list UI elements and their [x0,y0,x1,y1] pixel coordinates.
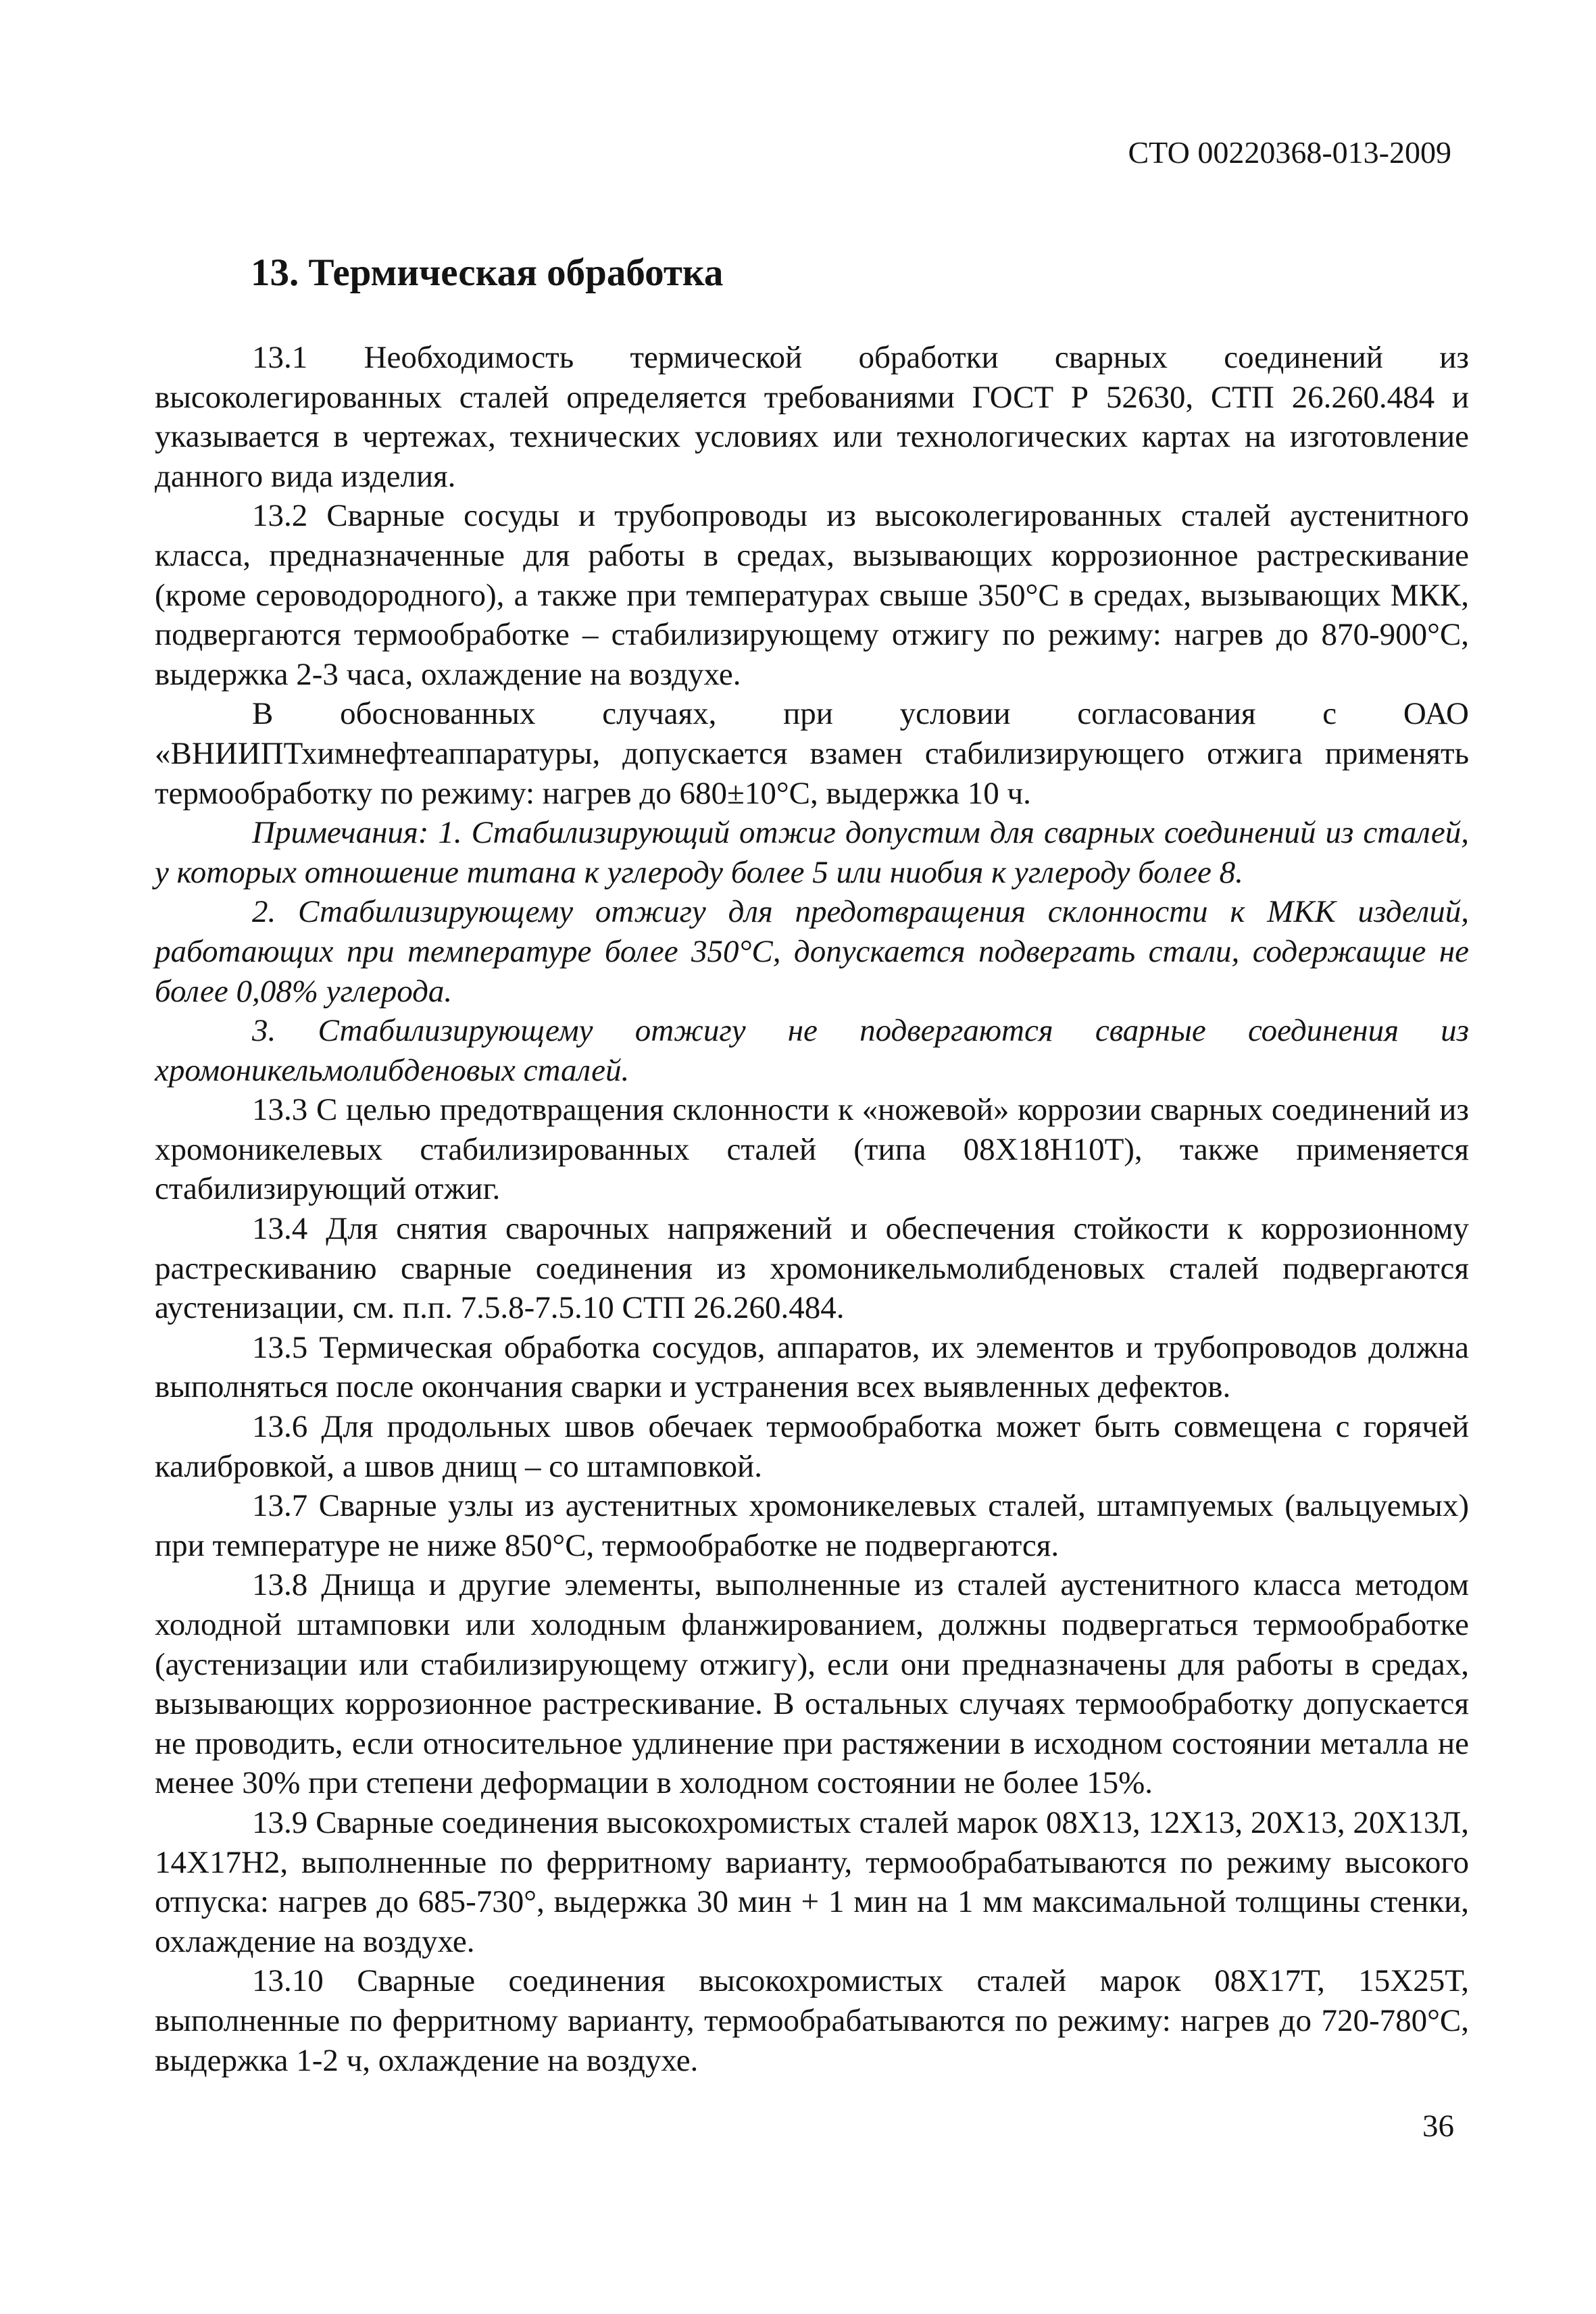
note-3: 3. Стабилизирующему отжигу не подвергаются сварные соединения из хромоникельмолибденовых сталей. [155,1013,1469,1088]
note-1: Примечания: 1. Стабилизирующий отжиг допустим для сварных соединений из сталей, у которых отношение титана к углероду более 5 или ниобия к углероду более 8. [155,815,1469,890]
section-body [155,338,1469,2080]
paragraph-13-9: 13.9 Сварные соединения высокохромистых сталей марок 08Х13, 12Х13, 20Х13, 20Х13Л, 14Х17Н2, выполненные по ферритному варианту, термообрабатываются по режиму высокого отпуска: нагрев до 685-730°, выдержка 30 мин + 1 мин на 1 мм максимальной толщины стенки, охлаждение на воздухе. [155,1804,1469,1959]
document-code: СТО 00220368-013-2009 [1128,135,1451,170]
page-number: 36 [1422,2109,1454,2144]
paragraph-13-10: 13.10 Сварные соединения высокохромистых сталей марок 08Х17Т, 15Х25Т, выполненные по ферритному варианту, термообрабатываются по режиму: нагрев до 720-780°С, выдержка 1-2 ч, охлаждение на воздухе. [155,1963,1469,2078]
paragraph-13-2-alternative: В обоснованных случаях, при условии согласования с ОАО «ВНИИПТхимнефтеаппаратуры, допускается взамен стабилизирующего отжига применять термообработку по режиму: нагрев до 680±10°С, выдержка 10 ч. [155,696,1469,811]
paragraph-13-3: 13.3 С целью предотвращения склонности к «ножевой» коррозии сварных соединений из хромоникелевых стабилизированных сталей (типа 08Х18Н10Т), также применяется стабилизирующий отжиг. [155,1092,1469,1207]
section-title: 13. Термическая обработка [251,251,724,294]
paragraph-13-4: 13.4 Для снятия сварочных напряжений и обеспечения стойкости к коррозионному растрескиванию сварные соединения из хромоникельмолибденовых сталей подвергаются аустенизации, см. п.п. 7.5.8-7.5.10 СТП 26.260.484. [155,1211,1469,1326]
paragraph-13-1: 13.1 Необходимость термической обработки сварных соединений из высоколегированных сталей определяется требованиями ГОСТ Р 52630, СТП 26.260.484 и указывается в чертежах, технических условиях или технологических картах на изготовление данного вида изделия. [155,340,1469,494]
paragraph-13-5: 13.5 Термическая обработка сосудов, аппаратов, их элементов и трубопроводов должна выполняться после окончания сварки и устранения всех выявленных дефектов. [155,1329,1469,1405]
paragraph-13-6: 13.6 Для продольных швов обечаек термообработка может быть совмещена с горячей калибровкой, а швов днищ – со штамповкой. [155,1409,1469,1484]
paragraph-13-7: 13.7 Сварные узлы из аустенитных хромоникелевых сталей, штампуемых (вальцуемых) при температуре не ниже 850°С, термообработке не подвергаются. [155,1488,1469,1563]
paragraph-13-2: 13.2 Сварные сосуды и трубопроводы из высоколегированных сталей аустенитного класса, предназначенные для работы в средах, вызывающих коррозионное растрескивание (кроме сероводородного), а также при температурах свыше 350°С в средах, вызывающих МКК, подвергаются термообработке – стабилизирующему отжигу по режиму: нагрев до 870-900°С, выдержка 2-3 часа, охлаждение на воздухе. [155,498,1469,692]
note-2: 2. Стабилизирующему отжигу для предотвращения склонности к МКК изделий, работающих при температуре более 350°С, допускается подвергать стали, содержащие не более 0,08% углерода. [155,894,1469,1009]
paragraph-13-8: 13.8 Днища и другие элементы, выполненные из сталей аустенитного класса методом холодной штамповки или холодным фланжированием, должны подвергаться термообработке (аустенизации или стабилизирующему отжигу), если они предназначены для работы в средах, вызывающих коррозионное растрескивание. В остальных случаях термообработку допускается не проводить, если относительное удлинение при растяжении в исходном состоянии металла не менее 30% при степени деформации в холодном состоянии не более 15%. [155,1567,1469,1801]
